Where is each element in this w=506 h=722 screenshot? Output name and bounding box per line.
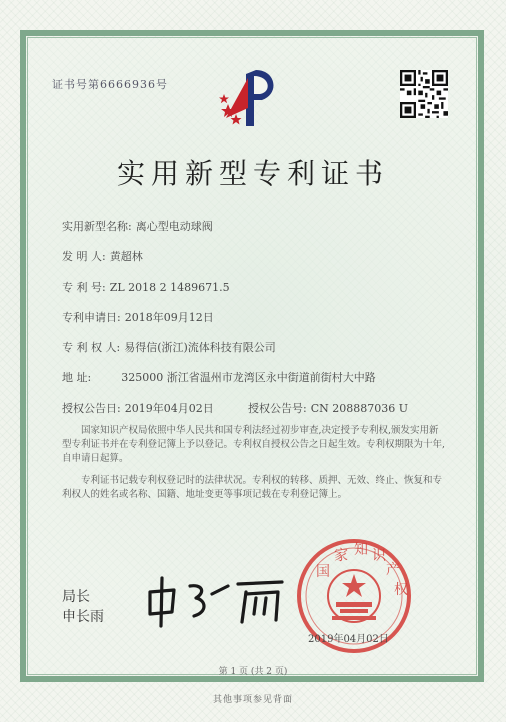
- patentee-row: [62, 339, 276, 355]
- address-row: [62, 369, 376, 385]
- inventor-value: 黄超林: [109, 250, 143, 263]
- announce-date-value: 2019年04月02日: [124, 402, 214, 415]
- announce-number-label: 授权公告号:: [248, 402, 307, 415]
- utility-name-row: [62, 218, 213, 234]
- director-block: [62, 587, 104, 627]
- address-value: 325000 浙江省温州市龙湾区永中街道前街村大中路: [121, 371, 376, 384]
- inventor-label: 发 明 人:: [62, 250, 106, 263]
- director-title: 局长: [62, 589, 90, 605]
- body-paragraph-1: 国家知识产权局依照中华人民共和国专利法经过初步审查,决定授予专利权,颁发实用新型专利证书并在专利登记簿上予以登记。专利权自授权公告之日起生效。专利权期限为十年,自申请日起算。: [62, 425, 446, 464]
- filing-date-value: 2018年09月12日: [124, 311, 214, 324]
- certificate-title: 实用新型专利证书: [116, 157, 389, 190]
- patentee-label: 专 利 权 人:: [62, 341, 121, 354]
- patent-number-value: ZL 2018 2 1489671.5: [109, 281, 230, 294]
- certificate-number: 证书号第6666936号: [52, 78, 168, 91]
- filing-date-label: 专利申请日:: [62, 311, 121, 324]
- announce-number-row: [248, 400, 408, 416]
- certificate-body-text: [62, 424, 447, 510]
- body-paragraph-2: 专利证书记载专利权登记时的法律状况。专利权的转移、质押、无效、终止、恢复和专利权人的姓名或名称、国籍、地址变更等事项记载在专利登记簿上。: [62, 475, 443, 500]
- announce-date-label: 授权公告日:: [62, 402, 121, 415]
- qr-code-icon: [400, 70, 448, 118]
- utility-name-label: 实用新型名称:: [62, 220, 132, 233]
- utility-name-value: 离心型电动球阀: [135, 220, 213, 233]
- cnipa-logo-icon: [218, 64, 288, 132]
- svg-text:知: 知: [354, 542, 368, 558]
- filing-date-row: [62, 309, 214, 325]
- announce-date-row: [62, 400, 214, 416]
- patent-number-label: 专 利 号:: [62, 281, 106, 294]
- footer-note: 其他事项参见背面: [212, 695, 293, 705]
- address-label: 地 址:: [62, 371, 92, 384]
- inventor-row: [62, 248, 143, 264]
- svg-text:家: 家: [334, 548, 348, 564]
- announce-number-value: CN 208887036 U: [310, 402, 409, 415]
- svg-text:识: 识: [372, 548, 386, 564]
- director-signature-icon: [142, 572, 292, 628]
- patent-number-row: [62, 279, 230, 295]
- svg-text:权: 权: [394, 582, 408, 598]
- svg-text:产: 产: [386, 562, 400, 578]
- seal-date: 2019年04月02日: [308, 634, 389, 645]
- patentee-value: 易得信(浙江)流体科技有限公司: [124, 341, 276, 354]
- page-number: 第 1 页 (共 2 页): [218, 667, 288, 677]
- director-name: 申长雨: [62, 609, 104, 625]
- svg-text:国: 国: [316, 564, 330, 580]
